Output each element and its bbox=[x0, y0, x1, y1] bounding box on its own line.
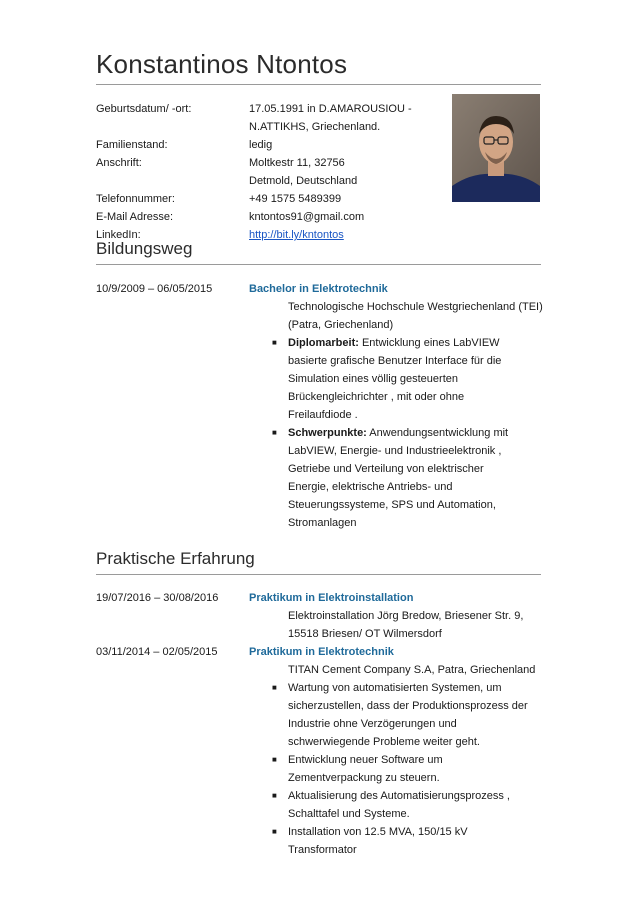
job1-line2: 15518 Briesen/ OT Wilmersdorf bbox=[288, 628, 442, 640]
focus-line4: Energie, elektrische Antriebs- und bbox=[288, 481, 453, 493]
birth-value-line2: N.ATTIKHS, Griechenland. bbox=[249, 121, 381, 133]
job2-bullet4-line1: Installation von 12.5 MVA, 150/15 kV bbox=[288, 826, 468, 838]
job2-title: Praktikum in Elektrotechnik bbox=[249, 646, 394, 658]
focus-text: Anwendungsentwicklung mit bbox=[366, 427, 509, 439]
thesis-line1 bbox=[288, 334, 500, 352]
job2-date: 03/11/2014 – 02/05/2015 bbox=[96, 646, 218, 658]
title-divider bbox=[96, 84, 541, 85]
job2-bullet1-line1: Wartung von automatisierten Systemen, um bbox=[288, 682, 502, 694]
job1-line1: Elektroinstallation Jörg Bredow, Briesener Str. 9, bbox=[288, 610, 524, 622]
focus-line3: Getriebe und Verteilung von elektrischer bbox=[288, 463, 484, 475]
job2-bullet1-line4: schwerwiegende Probleme weiter geht. bbox=[288, 736, 480, 748]
thesis-line5: Freilaufdiode . bbox=[288, 409, 358, 421]
job2-bullet3-line1: Aktualisierung des Automatisierungsprozess , bbox=[288, 790, 510, 802]
job2-company: TITAN Cement Company S.A, Patra, Griechenland bbox=[288, 664, 536, 676]
education-school-line2: (Patra, Griechenland) bbox=[288, 319, 394, 331]
page-title: Konstantinos Ntontos bbox=[96, 49, 348, 79]
thesis-line3: Simulation eines völlig gesteuerten bbox=[288, 373, 458, 385]
profile-photo bbox=[452, 94, 540, 202]
bullet-icon: ■ bbox=[272, 683, 277, 692]
thesis-label: Diplomarbeit: bbox=[288, 337, 359, 349]
focus-label: Schwerpunkte: bbox=[288, 427, 367, 439]
focus-line2: LabVIEW, Energie- und Industrieelektronik , bbox=[288, 445, 502, 457]
bullet-icon: ■ bbox=[272, 755, 277, 764]
birth-label: Geburtsdatum/ -ort: bbox=[96, 103, 192, 115]
education-divider bbox=[96, 264, 541, 265]
education-heading: Bildungsweg bbox=[96, 239, 193, 258]
phone-value: +49 1575 5489399 bbox=[249, 193, 342, 205]
address-label: Anschrift: bbox=[96, 157, 142, 169]
family-value: ledig bbox=[249, 139, 273, 151]
focus-line5: Steuerungssysteme, SPS und Automation, bbox=[288, 499, 496, 511]
job2-bullet2-line1: Entwicklung neuer Software um bbox=[288, 754, 443, 766]
thesis-text: Entwicklung eines LabVIEW bbox=[358, 337, 500, 349]
focus-line6: Stromanlagen bbox=[288, 517, 357, 529]
bullet-icon: ■ bbox=[272, 791, 277, 800]
focus-line1 bbox=[288, 424, 508, 442]
thesis-line4: Brückengleichrichter , mit oder ohne bbox=[288, 391, 465, 403]
experience-heading: Praktische Erfahrung bbox=[96, 549, 255, 568]
job2-bullet2-line2: Zementverpackung zu steuern. bbox=[288, 772, 440, 784]
linkedin-label: LinkedIn: bbox=[96, 229, 141, 241]
thesis-line2: basierte grafische Benutzer Interface für die bbox=[288, 355, 502, 367]
experience-divider bbox=[96, 574, 541, 575]
job2-bullet3-line2: Schalttafel und Systeme. bbox=[288, 808, 410, 820]
job2-bullet1-line3: Industrie ohne Verzögerungen und bbox=[288, 718, 457, 730]
phone-label: Telefonnummer: bbox=[96, 193, 175, 205]
job2-bullet4-line2: Transformator bbox=[288, 844, 357, 856]
address-line2: Detmold, Deutschland bbox=[249, 175, 358, 187]
job2-bullet1-line2: sicherzustellen, dass der Produktionsprozess der bbox=[288, 700, 528, 712]
bullet-icon: ■ bbox=[272, 428, 277, 437]
bullet-icon: ■ bbox=[272, 827, 277, 836]
education-date: 10/9/2009 – 06/05/2015 bbox=[96, 283, 213, 295]
education-degree: Bachelor in Elektrotechnik bbox=[249, 283, 388, 295]
email-label: E-Mail Adresse: bbox=[96, 211, 174, 223]
family-label: Familienstand: bbox=[96, 139, 168, 151]
email-value: kntontos91@gmail.com bbox=[249, 211, 365, 223]
education-school-line1: Technologische Hochschule Westgriechenland (TEI) bbox=[288, 301, 543, 313]
job1-date: 19/07/2016 – 30/08/2016 bbox=[96, 592, 219, 604]
job1-title: Praktikum in Elektroinstallation bbox=[249, 592, 414, 604]
bullet-icon: ■ bbox=[272, 338, 277, 347]
portrait-icon bbox=[452, 94, 540, 202]
birth-value-line1: 17.05.1991 in D.AMAROUSIOU - bbox=[249, 103, 412, 115]
address-line1: Moltkestr 11, 32756 bbox=[249, 157, 345, 169]
linkedin-link[interactable]: http://bit.ly/kntontos bbox=[249, 229, 344, 241]
